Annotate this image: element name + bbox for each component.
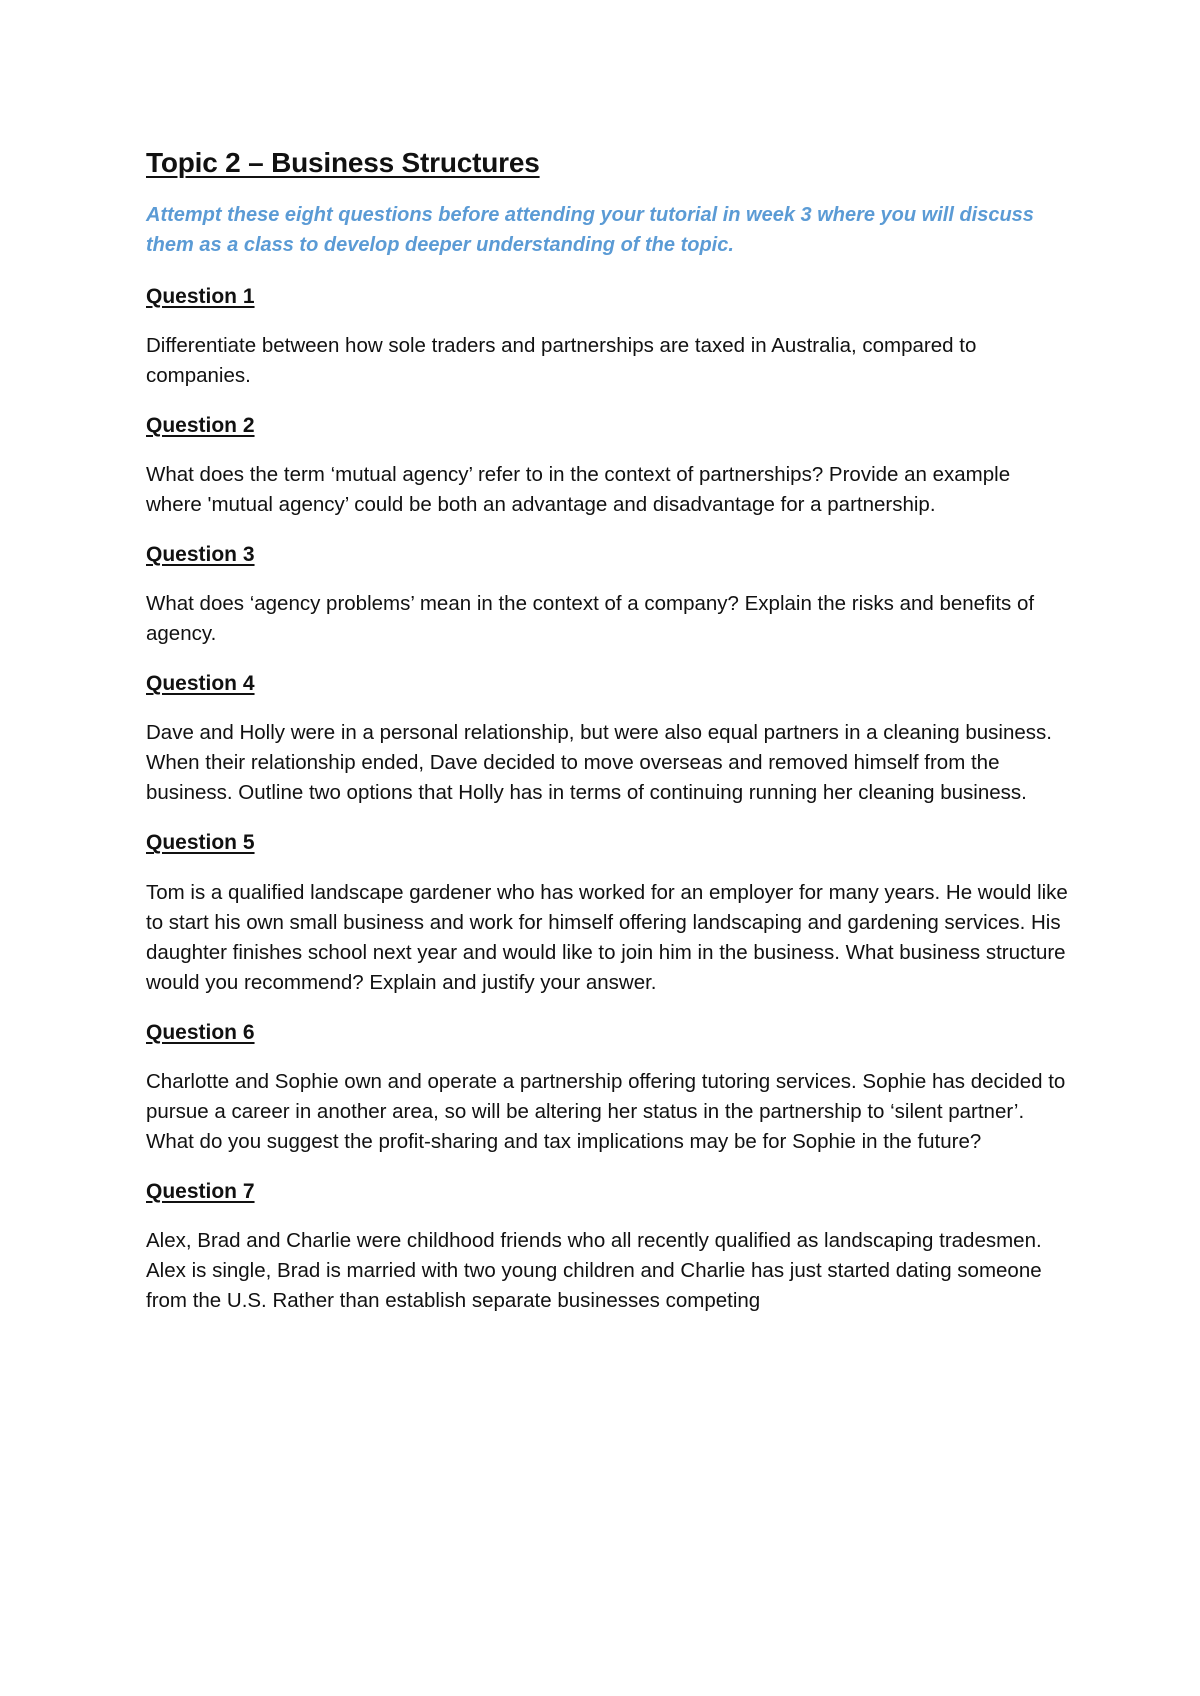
question-body: Differentiate between how sole traders and partnerships are taxed in Australia, compared to companies. — [146, 333, 977, 387]
question-5 — [146, 830, 1070, 997]
question-3 — [146, 542, 1070, 649]
question-heading: Question 5 — [146, 831, 255, 855]
question-body: Tom is a qualified landscape gardener who has worked for an employer for many years. He would like to start his own small business and work for himself offering landscaping and gardening services. His daughter finishes school next year and would like to join him in the business. What business structure would you recommend? Explain and justify your answer. — [146, 880, 1068, 994]
question-heading: Question 4 — [146, 672, 255, 696]
question-4 — [146, 671, 1070, 808]
document-page — [146, 146, 1070, 1338]
question-heading: Question 6 — [146, 1020, 255, 1044]
question-body: Charlotte and Sophie own and operate a partnership offering tutoring services. Sophie has decided to pursue a career in another area, so will be altering her status in the partnership to ‘silent partner’. What do you suggest the profit-sharing and tax implications may be for Sophie in the future? — [146, 1069, 1066, 1153]
intro-instructions: Attempt these eight questions before attending your tutorial in week 3 where you will discuss them as a class to develop deeper understanding of the topic. — [146, 203, 1034, 256]
question-heading: Question 1 — [146, 284, 255, 308]
question-body: Dave and Holly were in a personal relationship, but were also equal partners in a cleaning business. When their relationship ended, Dave decided to move overseas and removed himself from the business. Outline two options that Holly has in terms of continuing running her cleaning business. — [146, 721, 1052, 805]
question-body: What does ‘agency problems’ mean in the context of a company? Explain the risks and benefits of agency. — [146, 592, 1035, 646]
question-heading: Question 7 — [146, 1179, 255, 1203]
question-2 — [146, 413, 1070, 520]
question-body: What does the term ‘mutual agency’ refer to in the context of partnerships? Provide an example where 'mutual agency’ could be both an advantage and disadvantage for a partnership. — [146, 462, 1011, 516]
question-7 — [146, 1179, 1070, 1316]
question-1 — [146, 284, 1070, 391]
question-6 — [146, 1020, 1070, 1157]
question-body: Alex, Brad and Charlie were childhood friends who all recently qualified as landscaping tradesmen. Alex is single, Brad is married with two young children and Charlie has just started dating someone from the U.S. Rather than establish separate businesses competing — [146, 1228, 1042, 1312]
page-title: Topic 2 – Business Structures — [146, 147, 540, 178]
question-heading: Question 3 — [146, 542, 255, 566]
question-heading: Question 2 — [146, 413, 255, 437]
